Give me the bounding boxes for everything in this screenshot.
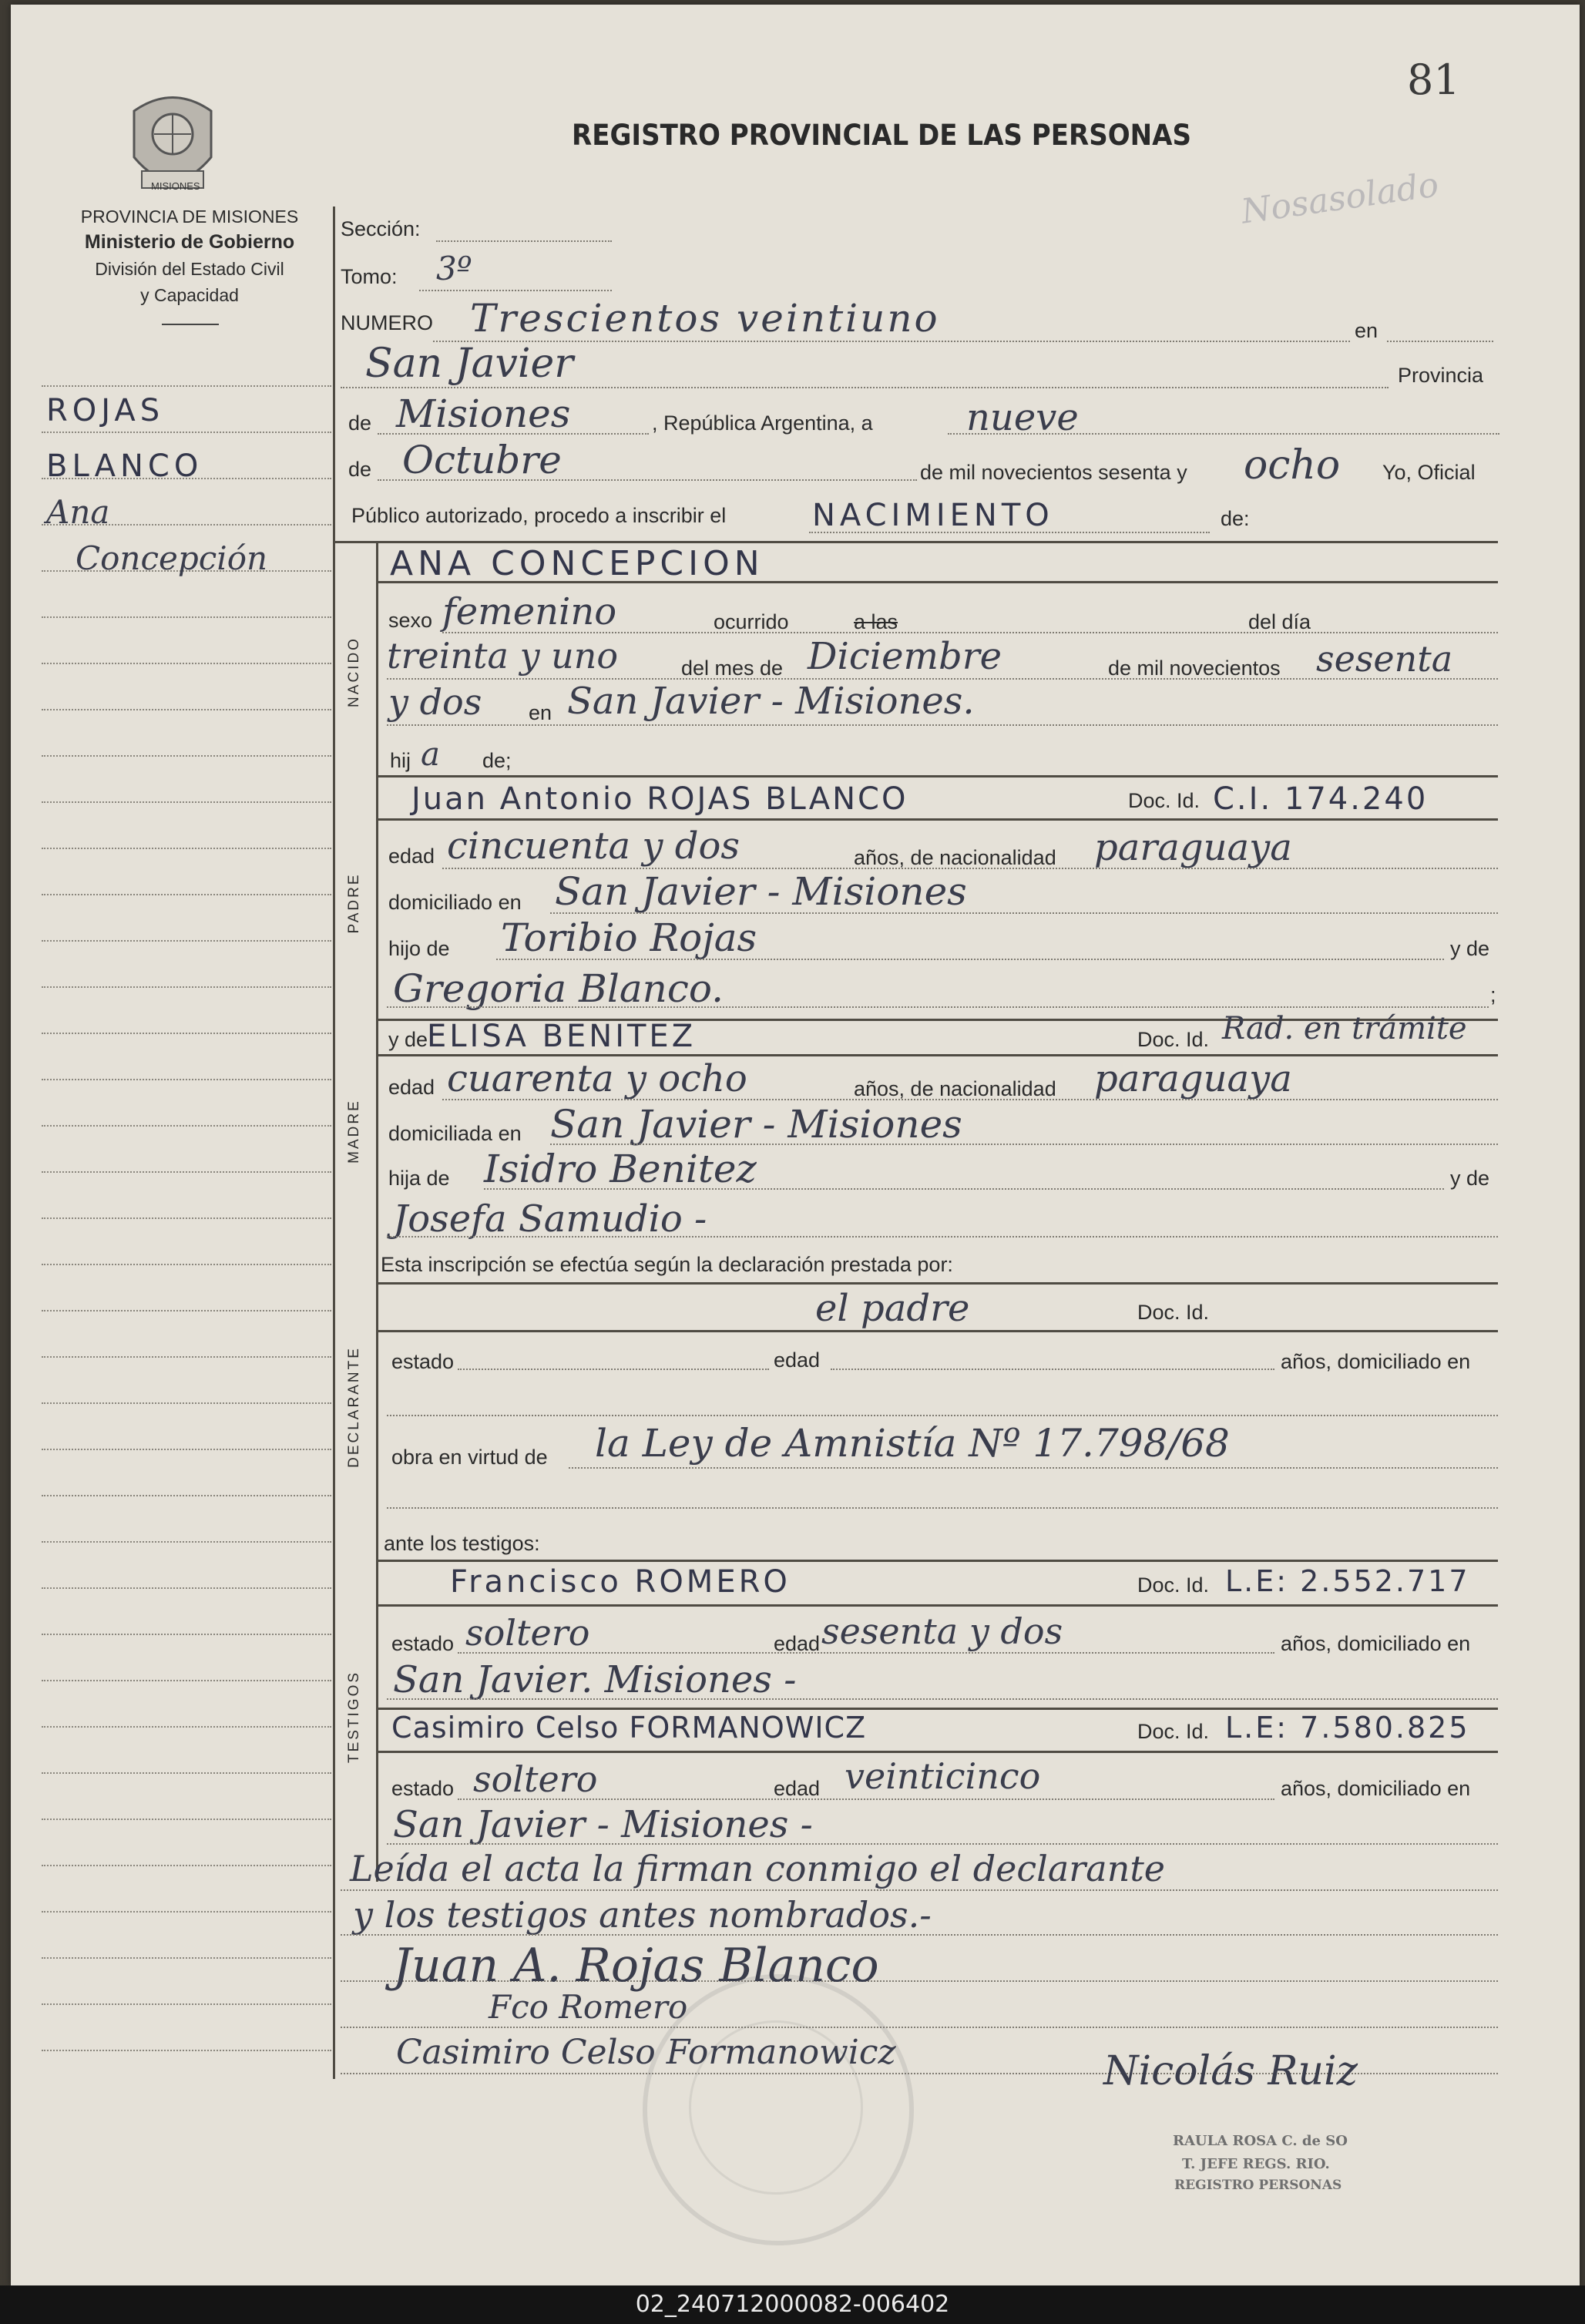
mother-mother: Josefa Samudio - (393, 1197, 707, 1241)
label-del-mes: del mes de (681, 657, 784, 680)
father-name: Juan Antonio ROJAS BLANCO (411, 781, 908, 817)
dots-lugar (387, 724, 1498, 726)
margin-line (42, 1171, 331, 1173)
dots-dom-madre (550, 1144, 1498, 1145)
dots-day (948, 433, 1499, 435)
label-seccion: Sección: (341, 217, 421, 240)
margin-surname-2: BLANCO (46, 448, 203, 484)
label-edad-t1: edad (774, 1632, 821, 1655)
label-domiciliado-padre: domiciliado en (388, 891, 522, 914)
father-father: Toribio Rojas (501, 915, 757, 960)
label-tomo: Tomo: (341, 265, 398, 288)
witness2-doc: L.E: 7.580.825 (1225, 1711, 1470, 1745)
label-domiciliada: domiciliada en (388, 1122, 522, 1145)
sidebar-ministry: Ministerio de Gobierno (84, 231, 295, 253)
year-value: ocho (1244, 442, 1341, 489)
tomo-value: 3º (436, 250, 472, 287)
label-yo-oficial: Yo, Oficial (1382, 461, 1476, 484)
dots-place (341, 387, 1389, 388)
margin-line (42, 709, 331, 710)
dots-sexo (442, 632, 1498, 633)
mother-father: Isidro Benitez (484, 1147, 757, 1191)
dots-t1-estado (458, 1652, 1274, 1654)
side-label-testigos: TESTIGOS (346, 1670, 362, 1764)
label-a-las: a las (854, 610, 898, 633)
dots-seccion (436, 240, 612, 242)
witness2-name: Casimiro Celso FORMANOWICZ (391, 1711, 867, 1745)
dots-province (378, 433, 649, 435)
margin-line (42, 1495, 331, 1496)
label-provincia: Provincia (1398, 364, 1484, 387)
dots-hija-de (484, 1188, 1444, 1190)
label-en-born: en (529, 701, 552, 724)
margin-line (42, 663, 331, 664)
dots-closing-1 (341, 1889, 1498, 1891)
label-obra: obra en virtud de (391, 1446, 548, 1469)
margin-line (42, 1125, 331, 1127)
rule-witness2-top (376, 1708, 1498, 1710)
dots-t1-dom (387, 1698, 1498, 1700)
crest-caption: MISIONES (151, 180, 200, 192)
dots-dom-padre (550, 912, 1498, 914)
label-y-de-padre: y de (1450, 937, 1490, 960)
label-doc-declarante: Doc. Id. (1137, 1301, 1210, 1324)
witness2-domicile: San Javier - Misiones - (393, 1803, 813, 1846)
witness1-age: sesenta y dos (821, 1610, 1063, 1652)
label-publico: Público autorizado, procedo a inscribir el (351, 504, 727, 527)
label-esta-inscripcion: Esta inscripción se efectúa según la declaración prestada por: (381, 1253, 953, 1276)
label-de-colon: de: (1221, 507, 1250, 530)
dots-acto (809, 532, 1210, 533)
official-stamp-line-3: REGISTRO PERSONAS (1174, 2178, 1342, 2193)
label-mil-sesenta: de mil novecientos sesenta y (920, 461, 1187, 484)
dots-en (1387, 341, 1493, 342)
label-anios-nac-madre: años, de nacionalidad (854, 1077, 1056, 1100)
rule-father-name (376, 818, 1498, 821)
year-born-value: sesenta (1316, 638, 1453, 680)
dots-estado-decl (458, 1369, 769, 1370)
label-ante-testigos: ante los testigos: (384, 1532, 540, 1555)
year-born-value-2: y dos (388, 681, 482, 723)
stamp-top-right: Nosasolado (1238, 165, 1442, 232)
sexo-value: femenino (442, 590, 617, 633)
label-doc-t2: Doc. Id. (1137, 1720, 1210, 1743)
child-name: ANA CONCEPCION (390, 544, 764, 583)
side-label-madre: MADRE (346, 1099, 362, 1164)
dots-closing-4 (341, 2027, 1498, 2028)
side-label-declarante: DECLARANTE (346, 1346, 362, 1468)
margin-line (42, 1310, 331, 1311)
father-domicile: San Javier - Misiones (555, 869, 967, 914)
label-y-de-madre-2: y de (1450, 1167, 1490, 1190)
page-number: 81 (1407, 55, 1460, 104)
label-semicolon: ; (1490, 983, 1496, 1006)
label-sexo: sexo (388, 609, 433, 632)
main-left-rule (333, 207, 335, 2079)
official-stamp-line-1: RAULA ROSA C. de SO (1173, 2133, 1348, 2149)
rule-mother-name (376, 1054, 1498, 1056)
margin-line (42, 986, 331, 988)
witness1-domicile: San Javier. Misiones - (393, 1658, 797, 1701)
sidebar-province: PROVINCIA DE MISIONES (80, 207, 299, 227)
margin-line (42, 1264, 331, 1265)
sidebar-capacidad: y Capacidad (140, 285, 239, 305)
signature-witness1: Fco Romero (489, 1988, 688, 2026)
label-edad-decl: edad (774, 1348, 821, 1372)
margin-line (42, 1634, 331, 1635)
margin-line (42, 1680, 331, 1681)
mother-doc: Rad. en trámite (1222, 1011, 1467, 1046)
father-nationality: paraguaya (1094, 826, 1292, 869)
witness2-status: soltero (473, 1758, 598, 1800)
day-born-value: treinta y uno (387, 635, 619, 677)
label-hija-de: hija de (388, 1167, 450, 1190)
margin-line (42, 616, 331, 618)
margin-line (42, 1819, 331, 1820)
margin-given-name-1: Ana (46, 493, 110, 531)
label-edad-t2: edad (774, 1777, 821, 1800)
dots-month (378, 479, 917, 481)
label-anios-domic-t1: años, domiciliado en (1281, 1632, 1471, 1655)
father-mother: Gregoria Blanco. (393, 966, 724, 1011)
margin-line (42, 801, 331, 803)
margin-line (42, 2050, 331, 2051)
label-hijo-de: hijo de (388, 937, 450, 960)
rule-witness1-name (376, 1604, 1498, 1607)
signature-official: Nicolás Ruiz (1103, 2048, 1358, 2094)
label-edad-padre: edad (388, 845, 435, 868)
label-del-dia: del día (1248, 610, 1311, 633)
ley-value: la Ley de Amnistía Nº 17.798/68 (595, 1421, 1230, 1466)
official-stamp-line-2: T. JEFE REGS. RIO. (1182, 2156, 1330, 2172)
label-estado-decl: estado (391, 1350, 455, 1373)
closing-line-1: Leída el acta la firman conmigo el declarante (350, 1848, 1166, 1889)
rule-declarante-name (376, 1330, 1498, 1332)
label-doc-t1: Doc. Id. (1137, 1573, 1210, 1597)
label-anios-domic-t2: años, domiciliado en (1281, 1777, 1471, 1800)
margin-line (42, 1911, 331, 1913)
margin-line (42, 2003, 331, 2005)
witness1-name: Francisco ROMERO (450, 1564, 791, 1600)
margin-line (42, 385, 331, 387)
dots-father-mother (387, 1006, 1489, 1008)
dots-edad-madre (442, 1099, 1498, 1100)
mother-nationality: paraguaya (1094, 1057, 1292, 1100)
margin-line (42, 894, 331, 895)
birth-place-value: San Javier - Misiones. (567, 680, 975, 723)
margin-line (42, 848, 331, 849)
label-de-semicolon: de; (482, 749, 512, 772)
margin-line (42, 1865, 331, 1866)
rule-name (376, 581, 1498, 583)
dots-edad-decl (831, 1369, 1274, 1370)
document-page (11, 5, 1580, 2285)
margin-line (42, 1033, 331, 1034)
month-born-value: Diciembre (808, 635, 1002, 678)
label-anios-domic-decl: años, domiciliado en (1281, 1350, 1471, 1373)
hij-suffix: a (421, 735, 441, 773)
witness1-status: soltero (465, 1612, 590, 1654)
rule-declarante-top (376, 1282, 1498, 1285)
section-rule (376, 542, 378, 1882)
margin-line (42, 1449, 331, 1450)
label-anios-nac-padre: años, de nacionalidad (854, 846, 1056, 869)
mother-domicile: San Javier - Misiones (550, 1102, 962, 1147)
dots-mother-mother (387, 1236, 1498, 1238)
sidebar-division: División del Estado Civil (95, 259, 284, 279)
sidebar-underline (162, 324, 219, 325)
rule-padre-top (376, 775, 1498, 777)
day-value: nueve (966, 396, 1079, 439)
dots-closing-2 (341, 1934, 1498, 1936)
label-doc-padre: Doc. Id. (1128, 789, 1201, 812)
dots-obra (569, 1467, 1498, 1469)
label-doc-madre: Doc. Id. (1137, 1028, 1210, 1051)
mother-age: cuarenta y ocho (447, 1057, 747, 1100)
signature-father: Juan A. Rojas Blanco (393, 1939, 879, 1993)
side-label-padre: PADRE (346, 872, 362, 934)
margin-surname-1: ROJAS (46, 393, 165, 428)
margin-line (42, 1402, 331, 1404)
dots-decl-line2 (387, 1415, 1498, 1416)
witness2-age: veinticinco (845, 1755, 1041, 1797)
label-numero: NUMERO (341, 311, 433, 334)
margin-line (42, 940, 331, 942)
caption-bar (0, 2285, 1585, 2324)
dots-hijo-de (496, 959, 1444, 960)
father-doc: C.I. 174.240 (1213, 781, 1429, 817)
label-estado-t1: estado (391, 1632, 455, 1655)
label-y-de-madre: y de (388, 1028, 428, 1051)
margin-line (42, 1217, 331, 1219)
margin-line (42, 432, 331, 433)
month-value: Octubre (402, 438, 562, 482)
rule-witness2-name (376, 1751, 1498, 1753)
closing-line-2: y los testigos antes nombrados.- (353, 1894, 932, 1936)
witness1-doc: L.E: 2.552.717 (1225, 1564, 1470, 1598)
dots-t2-estado (458, 1798, 1274, 1800)
label-de-1: de (348, 411, 372, 435)
margin-line (42, 755, 331, 757)
acto-value: NACIMIENTO (812, 498, 1054, 533)
margin-line (42, 1772, 331, 1774)
father-age: cincuenta y dos (447, 824, 740, 868)
mother-name: ELISA BENITEZ (427, 1019, 697, 1054)
file-caption: 02_240712000082-006402 (635, 2291, 950, 2318)
label-hij: hij (390, 749, 411, 772)
dots-decl-line4 (387, 1507, 1498, 1509)
label-ocurrido: ocurrido (714, 610, 789, 633)
label-republica: , República Argentina, a (652, 411, 873, 435)
dots-t2-dom (387, 1843, 1498, 1845)
margin-line (42, 1356, 331, 1358)
margin-line (42, 1079, 331, 1080)
place-value: San Javier (365, 341, 574, 387)
declarante-value: el padre (815, 1287, 970, 1330)
signature-witness2: Casimiro Celso Formanowicz (396, 2033, 896, 2072)
side-label-nacido: NACIDO (346, 636, 362, 707)
label-en: en (1355, 319, 1378, 342)
margin-given-name-2: Concepción (76, 539, 268, 577)
label-estado-t2: estado (391, 1777, 455, 1800)
margin-line (42, 1957, 331, 1959)
margin-line (42, 1726, 331, 1728)
label-mil-novecientos: de mil novecientos (1108, 657, 1281, 680)
document-title: REGISTRO PROVINCIAL DE LAS PERSONAS (572, 119, 1192, 152)
margin-line (42, 1587, 331, 1589)
margin-line (42, 1541, 331, 1543)
label-edad-madre: edad (388, 1076, 435, 1099)
numero-value: Trescientos veintiuno (470, 296, 940, 341)
dots-tomo (419, 290, 612, 291)
rule-testigos-top (376, 1560, 1498, 1562)
rule-nacido-top (333, 541, 1498, 543)
label-de-2: de (348, 458, 372, 481)
province-value: Misiones (396, 391, 571, 436)
